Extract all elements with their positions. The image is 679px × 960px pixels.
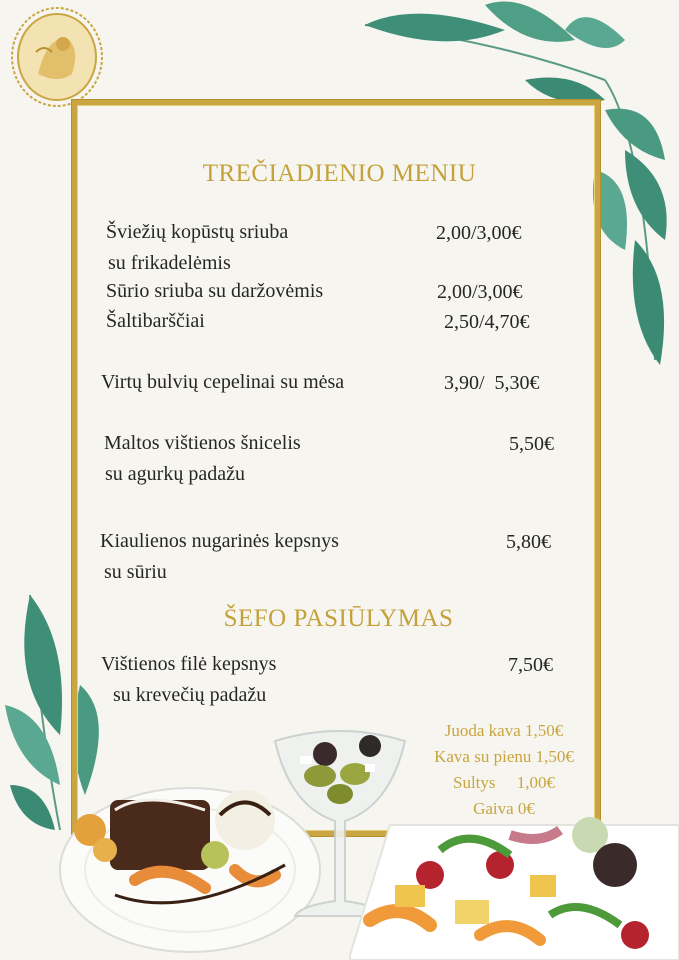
menu-item-4-line-1: Virtų bulvių cepelinai su mėsa xyxy=(101,371,345,393)
menu-title: TREČIADIENIO MENIU xyxy=(202,160,477,187)
menu-item-2 xyxy=(106,276,323,307)
menu-item-1-price: 2,00/3,00€ xyxy=(436,222,522,244)
drink-item-4: Gaiva 0€ xyxy=(473,799,535,818)
menu-item-2-line-1: Sūrio sriuba su daržovėmis xyxy=(106,280,324,302)
appetizer-platter-image xyxy=(330,805,679,960)
chef-special-item xyxy=(101,649,276,711)
drink-item-1: Juoda kava 1,50€ xyxy=(444,721,564,740)
menu-item-4 xyxy=(101,367,344,398)
menu-item-6 xyxy=(100,526,339,588)
menu-item-3 xyxy=(106,306,205,337)
menu-item-3-price: 2,50/4,70€ xyxy=(444,311,530,333)
chef-special-price: 7,50€ xyxy=(508,654,553,676)
chef-special-title: ŠEFO PASIŪLYMAS xyxy=(223,605,454,632)
menu-item-6-line-2: su sūriu xyxy=(104,561,167,583)
menu-item-1-line-2: su frikadelėmis xyxy=(108,252,231,274)
menu-item-5 xyxy=(104,428,301,490)
drink-item-2: Kava su pienu 1,50€ xyxy=(434,747,574,766)
restaurant-logo-seal xyxy=(8,4,106,110)
drink-item-3: Sultys 1,00€ xyxy=(452,773,556,792)
menu-item-2-price: 2,00/3,00€ xyxy=(437,281,523,303)
menu-item-5-price: 5,50€ xyxy=(509,433,554,455)
menu-item-6-price: 5,80€ xyxy=(506,531,551,553)
menu-item-1 xyxy=(106,217,288,279)
menu-item-4-price: 3,90/ 5,30€ xyxy=(444,372,540,394)
menu-item-1-line-1: Šviežių kopūstų sriuba xyxy=(106,221,289,243)
menu-item-5-line-1: Maltos vištienos šnicelis xyxy=(104,432,301,454)
menu-item-5-line-2: su agurkų padažu xyxy=(105,463,245,485)
chef-special-line-1: Vištienos filė kepsnys xyxy=(101,653,277,675)
menu-item-3-line-1: Šaltibarščiai xyxy=(106,310,205,332)
menu-item-6-line-1: Kiaulienos nugarinės kepsnys xyxy=(100,530,339,552)
chef-special-line-2: su krevečių padažu xyxy=(113,684,267,706)
